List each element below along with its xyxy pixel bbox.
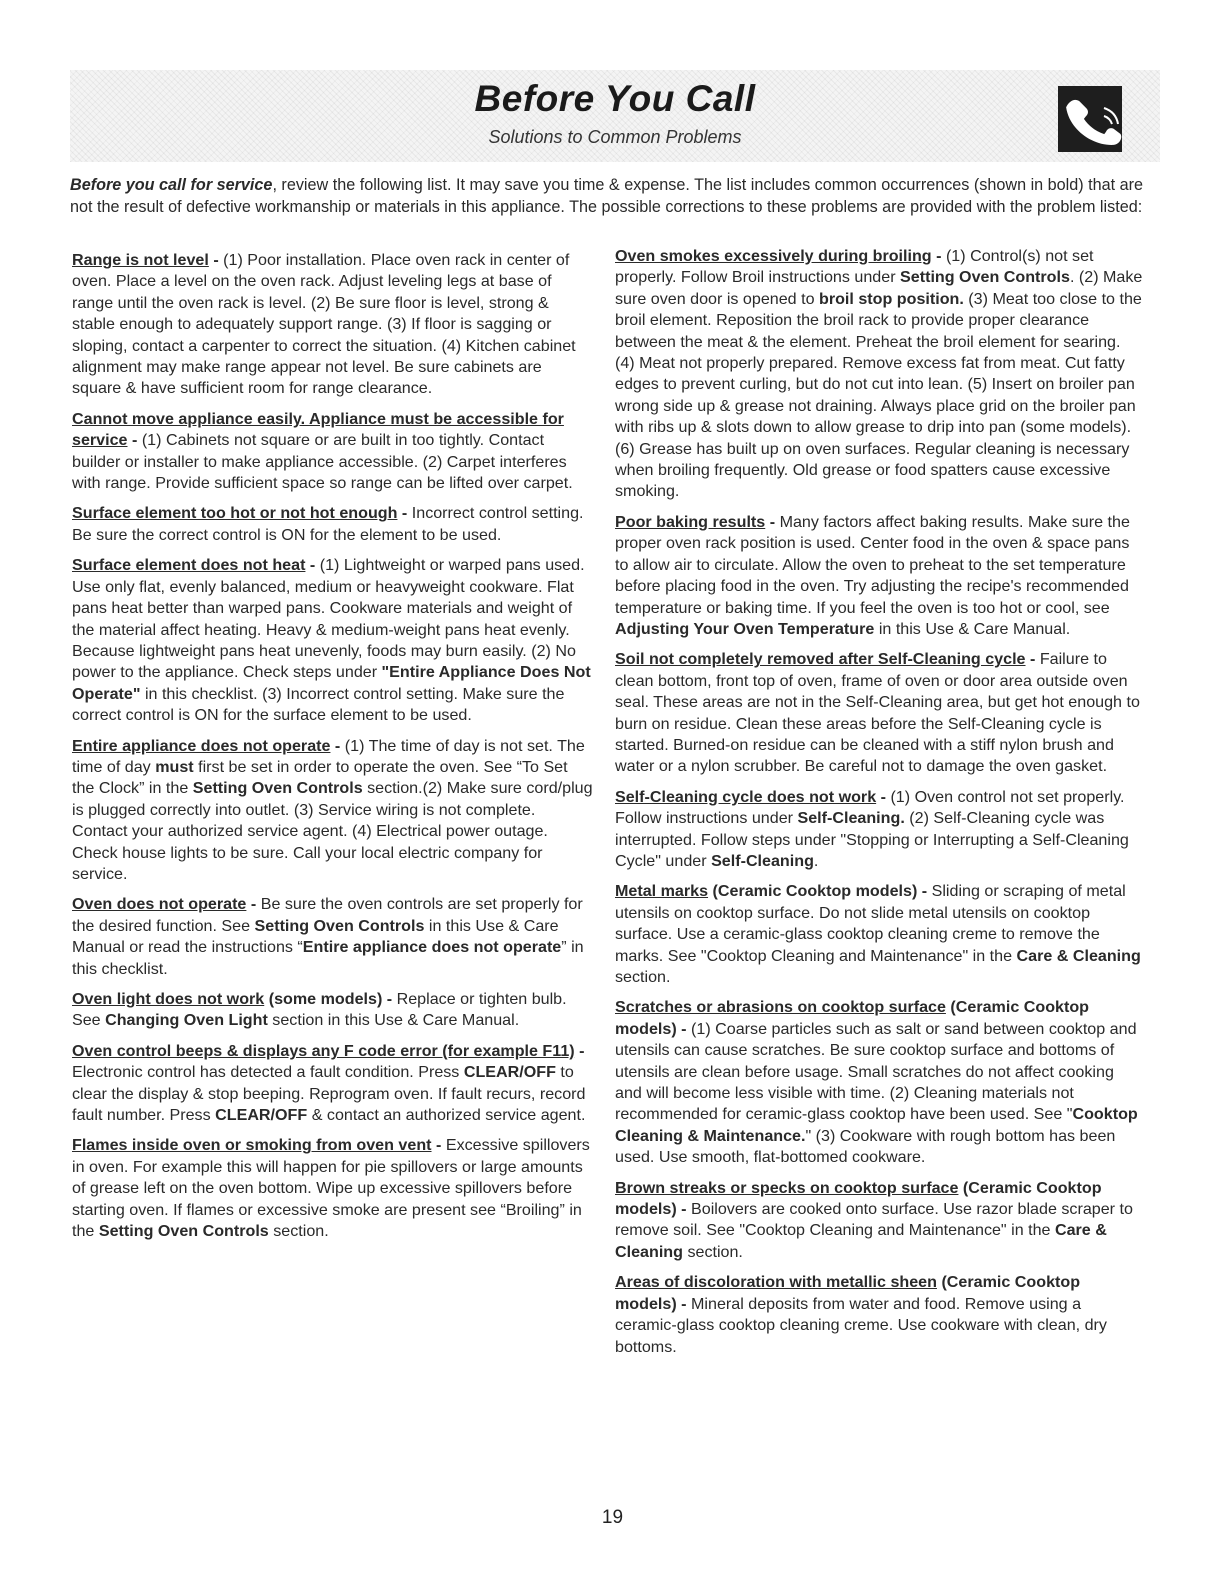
header-banner <box>70 70 1160 162</box>
problem-item: Oven light does not work (some models) - Replace or tighten bulb. See Changing Oven Light section in this Use & Care Manual. <box>72 990 567 1030</box>
problem-heading: Oven smokes excessively during broiling <box>615 247 932 265</box>
problem-heading: Scratches or abrasions on cooktop surface <box>615 998 946 1017</box>
left-column <box>72 250 594 1251</box>
page-subtitle: Solutions to Common Problems <box>488 127 742 147</box>
problem-item: Poor baking results - Many factors affect baking results. Make sure the proper oven rack position is used. Center food in the oven & space pans to allow air to circulate. Allow the oven to preheat to the set temperature before placing food in the oven. Try adjusting the recipe's recommended temperature or baking time. If you feel the oven is too hot or cool, see Adjusting Your Oven Temperature in this Use & Care Manual. <box>615 512 1130 638</box>
intro-paragraph <box>70 175 1155 218</box>
page-number: 19 <box>601 1507 624 1528</box>
problem-item: Surface element does not heat - (1) Lightweight or warped pans used. Use only flat, evenly balanced, medium or heavyweight cookware. Flat pans heat better than warped pans. Cookware materials and weight of the material affect heating. Heavy & medium-weight pans heat evenly. Because lightweight pans heat unevenly, foods may burn easily. (2) No power to the appliance. Check steps under "Entire Appliance Does Not Operate" in this checklist. (3) Incorrect control setting. Make sure the correct control is ON for the surface element to be used. <box>72 556 591 725</box>
problem-heading: Self-Cleaning cycle does not work <box>615 787 877 806</box>
problem-item: Cannot move appliance easily. Appliance must be accessible for service - (1) Cabinets not square or are built in too tightly. Contact builder or installer to make appliance accessible. (2) Carpet interferes with range. Provide sufficient space so range can be lifted over carpet. <box>72 409 573 493</box>
problem-item: Areas of discoloration with metallic sheen (Ceramic Cooktop models) - Mineral deposits from water and food. Remove using a ceramic-glass cooktop cleaning creme. Use cookware with clean, dry bottoms. <box>615 1273 1107 1356</box>
problem-item: Oven control beeps & displays any F code error (for example F11) - Electronic control has detected a fault condition. Press CLEAR/OFF to clear the display & stop beeping. Reprogram oven. If fault recurs, record fault number. Press CLEAR/OFF & contact an authorized service agent. <box>72 1041 586 1125</box>
right-column <box>615 246 1143 1367</box>
intro-lead: Before you call for service <box>70 176 273 194</box>
problem-item: Self-Cleaning cycle does not work - (1) Oven control not set properly. Follow instructions under Self-Cleaning. (2) Self-Cleaning cycle was interrupted. Follow steps under "Stopping or Interrupting a Self-Cleaning Cycle" under Self-Cleaning. <box>615 787 1129 870</box>
problem-item: Brown streaks or specks on cooktop surface (Ceramic Cooktop models) - Boilovers are cooked onto surface. Use razor blade scraper to remove soil. See "Cooktop Cleaning and Maintenance" in the Care & Cleaning section. <box>615 1178 1133 1261</box>
problem-item: Surface element too hot or not hot enough - Incorrect control setting. Be sure the correct control is ON for the element to be used. <box>72 504 584 544</box>
problem-heading: Range is not level <box>72 251 209 269</box>
problem-heading: Surface element too hot or not hot enough <box>72 504 398 523</box>
problem-heading: Oven does not operate <box>72 895 247 914</box>
problem-heading: Cannot move appliance easily. Appliance must be accessible for service <box>72 409 564 450</box>
intro-text: , review the following list. It may save you time & expense. The list includes common occurrences (shown in bold) that are not the result of defective workmanship or materials in this appliance. The possible corrections to these problems are provided with the problem listed: <box>70 176 1144 216</box>
problem-item: Metal marks (Ceramic Cooktop models) - Sliding or scraping of metal utensils on cooktop surface. Do not slide metal utensils on cooktop surface. Use a ceramic-glass cooktop cleaning creme to remove the marks. See "Cooktop Cleaning and Maintenance" in the Care & Cleaning section. <box>615 882 1141 986</box>
problem-heading: Oven control beeps & displays any F code error (for example F11) <box>72 1041 575 1060</box>
problem-item: Soil not completely removed after Self-Cleaning cycle - Failure to clean bottom, front top of oven, frame of oven or door area outside oven seal. These areas are not in the Self-Cleaning area, but get hot enough to burn on residue. Clean these areas before the Self-Cleaning cycle is started. Burned-on residue can be cleaned with a stiff nylon brush and water or a nylon scrubber. Be careful not to damage the oven gasket. <box>615 650 1140 776</box>
problem-heading: Metal marks <box>615 882 709 901</box>
problem-item: Oven does not operate - Be sure the oven controls are set properly for the desired function. See Setting Oven Controls in this Use & Care Manual or read the instructions “Entire appliance does not operate” in this checklist. <box>72 895 584 978</box>
phone-handset-icon <box>1058 86 1122 152</box>
problem-item: Range is not level - (1) Poor installation. Place oven rack in center of oven. Place a level on the oven rack. Adjust leveling legs at base of range until the oven rack is level. (2) Be sure floor is level, strong & stable enough to adequately support range. (3) If floor is sagging or sloping, contact a carpenter to correct the situation. (4) Kitchen cabinet alignment may make range appear not level. Be sure cabinets are square & have sufficient room for range clearance. <box>72 251 576 398</box>
problem-heading: Oven light does not work <box>72 990 265 1008</box>
problem-heading: Flames inside oven or smoking from oven vent <box>72 1136 432 1155</box>
problem-heading: Brown streaks or specks on cooktop surface <box>615 1178 959 1197</box>
problem-heading: Surface element does not heat <box>72 556 306 575</box>
problem-item: Scratches or abrasions on cooktop surface (Ceramic Cooktop models) - (1) Coarse particles such as salt or sand between cooktop and utensils can cause scratches. Be sure cooktop surface and bottoms of utensils are clean before usage. Small scratches do not affect cooking and will become less visible with time. (2) Cleaning materials not recommended for ceramic-glass cooktop have been used. See "Cooktop Cleaning & Maintenance." (3) Cookware with rough bottom has been used. Use smooth, flat-bottomed cookware. <box>615 998 1138 1167</box>
problem-item: Oven smokes excessively during broiling - (1) Control(s) not set properly. Follow Broil instructions under Setting Oven Controls. (2) Make sure oven door is opened to broil stop position. (3) Meat too close to the broil element. Reposition the broil rack to provide proper clearance between the meat & the element. Preheat the broil element for searing. (4) Meat not properly prepared. Remove excess fat from meat. Cut fatty edges to prevent curling, but do not cut into lean. (5) Insert on broiler pan wrong side up & grease not draining. Always place grid on the broiler pan with ribs up & slots down to allow grease to drip into pan (some models). (6) Grease has built up on oven surfaces. Regular cleaning is necessary when broiling frequently. Old grease or food spatters cause excessive smoking. <box>615 247 1143 501</box>
page-title: Before You Call <box>474 78 756 119</box>
problem-heading: Entire appliance does not operate <box>72 736 331 755</box>
problem-heading: Areas of discoloration with metallic sheen <box>615 1273 937 1292</box>
problem-heading: Soil not completely removed after Self-Cleaning cycle <box>615 650 1026 669</box>
problem-item: Entire appliance does not operate - (1) The time of day is not set. The time of day must first be set in order to operate the oven. See “To Set the Clock” in the Setting Oven Controls section.(2) Make sure cord/plug is plugged correctly into outlet. (3) Service wiring is not complete. Contact your authorized service agent. (4) Electrical power outage. Check house lights to be sure. Call your local electric company for service. <box>72 736 593 883</box>
problem-heading: Poor baking results <box>615 512 766 531</box>
problem-item: Flames inside oven or smoking from oven vent - Excessive spillovers in oven. For example this will happen for pie spillovers or large amounts of grease left on the oven bottom. Wipe up excessive spillovers before starting oven. If flames or excessive smoke are present see “Broiling” in the Setting Oven Controls section. <box>72 1136 590 1241</box>
